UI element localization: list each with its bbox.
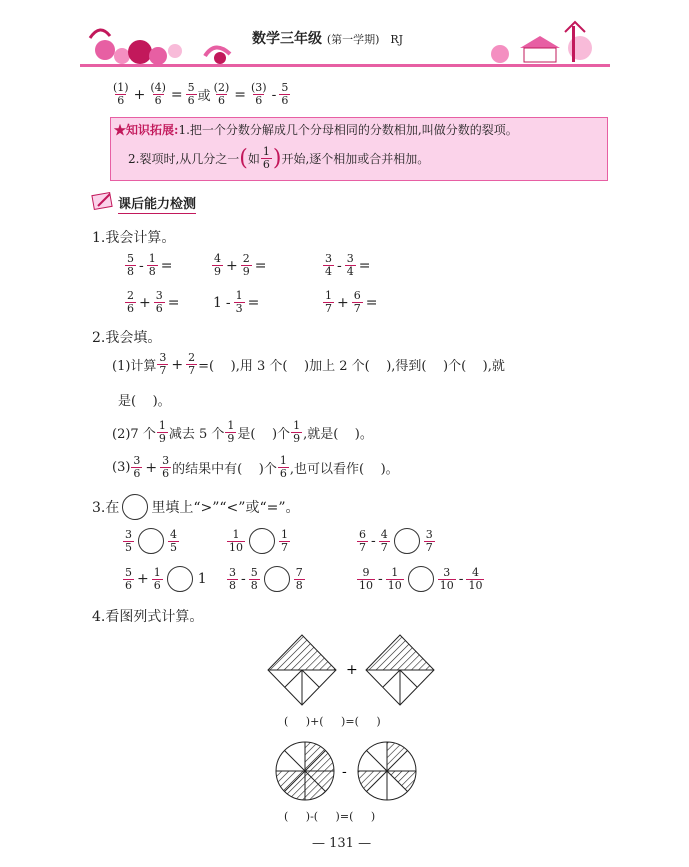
square-diagrams	[260, 630, 450, 710]
header-title-group	[252, 28, 403, 48]
q1-item: 1 - $\frac{1}{3}$ =	[213, 289, 260, 315]
q4-equation-2: ( )-( )=( )	[284, 810, 376, 823]
minus-sign: -	[342, 764, 347, 780]
q2-part2: (2)7 个 1 9 减去 5 个 1 9 是( )个 1 9 ,就是( )。	[112, 419, 373, 445]
fraction: $\frac{(4)}{6}$	[150, 81, 166, 107]
right-circle	[358, 742, 416, 800]
fraction: (1) 6	[113, 81, 129, 107]
plus-sign: +	[346, 662, 358, 678]
header-subtitle: (第一学期)	[326, 33, 380, 46]
q3-item: 3 5 4 5	[125, 527, 177, 554]
q1-item: 5 8 - $\frac{1}{8}$ =	[127, 252, 173, 278]
header-title: 数学三年级	[252, 31, 322, 47]
q1-item: 2 6 + $\frac{3}{6}$ =	[127, 289, 180, 315]
left-circle	[276, 742, 334, 800]
q2-part1: (1)计算 3 7 + $\frac{2}{7}$ =( ),用 3 个( )加上 2 个( ),得到( )个( ),就	[112, 351, 505, 377]
q3-title: 3.在 里填上“>”“<”或“=”。	[92, 494, 300, 520]
compare-circle	[122, 494, 148, 520]
header-edition: RJ	[390, 33, 404, 46]
compare-circle[interactable]	[167, 566, 193, 592]
q4-title: 4.看图列式计算。	[92, 609, 204, 625]
q3-item: 9 10 - 1 10 3 10 - 4 10	[359, 565, 483, 592]
right-diamond	[366, 635, 434, 705]
knowledge-label: ★知识拓展:	[114, 123, 179, 137]
compare-circle[interactable]	[138, 528, 164, 554]
knowledge-line2: 2.裂项时,从几分之一 ( 如 1 6 ) 开始,逐个相加或合并相加。	[128, 145, 430, 171]
left-diamond	[268, 635, 336, 705]
q2-part1-cont: 是( )。	[118, 394, 171, 409]
q1-title: 1.我会计算。	[92, 230, 176, 246]
fraction: 5 6	[281, 81, 289, 107]
q4-equation-1: ( )+( )=( )	[284, 715, 381, 728]
page-number: — 131 —	[312, 836, 372, 851]
fraction: $\frac{(3)}{6}$	[251, 81, 267, 107]
compare-circle[interactable]	[394, 528, 420, 554]
q3-item: 5 6 + $\frac{1}{6}$ 1	[125, 565, 207, 592]
compare-circle[interactable]	[264, 566, 290, 592]
top-equation: (1) 6 + $\frac{(4)}{6}$ = $\frac{5}{6}$ 或 $\frac{(2)}{6}$ = $\frac{(3)}{6}$ - 5 6	[113, 81, 289, 107]
knowledge-line1: ★知识拓展:1.把一个分数分解成几个分母相同的分数相加,叫做分数的裂项。	[114, 123, 518, 137]
after-class-heading	[90, 190, 116, 216]
pencil-book-icon	[90, 190, 116, 212]
circle-diagrams	[272, 738, 422, 804]
compare-circle[interactable]	[249, 528, 275, 554]
fraction: $\frac{(2)}{6}$	[213, 81, 230, 107]
q1-item: 3 4 - $\frac{3}{4}$ =	[325, 252, 371, 278]
fraction: 1 6	[262, 145, 270, 171]
fraction: $\frac{5}{6}$	[187, 81, 195, 107]
q1-item: 1 7 + $\frac{6}{7}$ =	[325, 289, 378, 315]
header-decoration	[80, 18, 610, 78]
q3-item: 1 10 1 7	[229, 527, 288, 554]
q1-item: 4 9 + $\frac{2}{9}$ =	[214, 252, 267, 278]
q3-item: 3 8 - 5 8 7 8	[229, 565, 303, 592]
q2-part3: (3) 3 6 + $\frac{3}{6}$ 的结果中有( )个 1 6 ,也可以看作( )。	[112, 454, 399, 480]
compare-circle[interactable]	[408, 566, 434, 592]
q2-title: 2.我会填。	[92, 330, 162, 346]
after-class-title: 课后能力检测	[118, 193, 196, 214]
header-banner	[80, 18, 610, 78]
q3-item: 6 7 - 4 7 3 7	[359, 527, 433, 554]
